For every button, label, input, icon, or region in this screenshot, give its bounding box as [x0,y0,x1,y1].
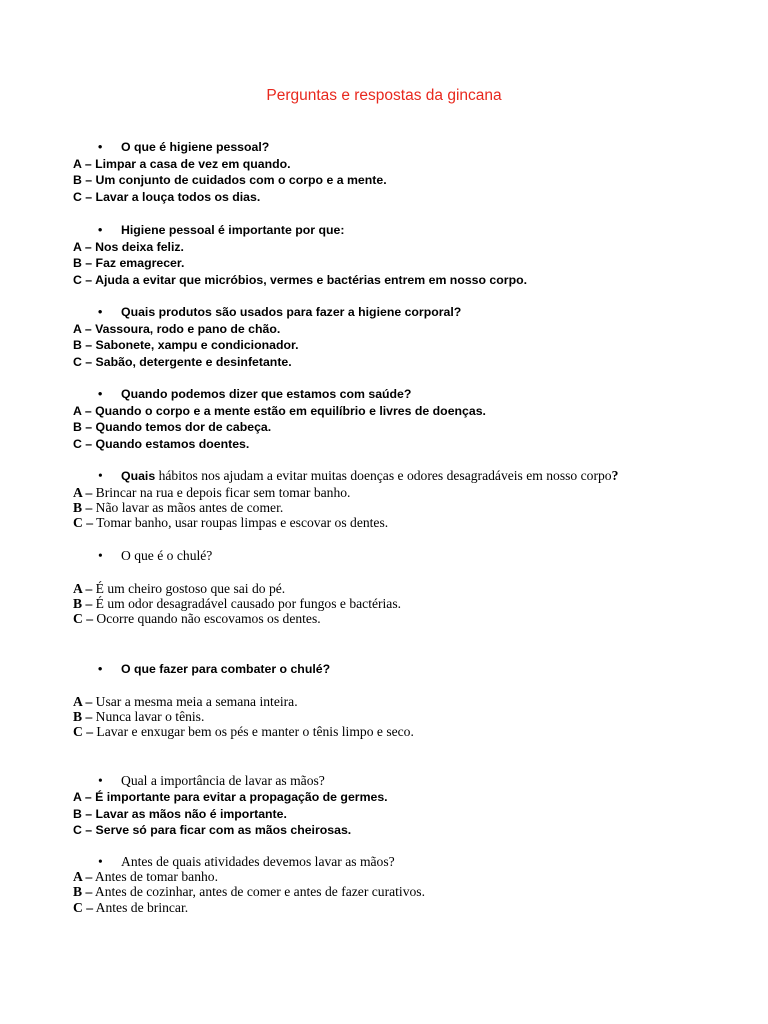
answer-b [73,884,713,899]
answer-letter: A – [73,694,93,709]
question-text: Quais produtos são usados para fazer a higiene corporal? [121,305,462,319]
bullet-icon: • [98,548,103,563]
question-text: Higiene pessoal é importante por que: [121,223,345,237]
question-3 [73,304,713,321]
bullet-icon: • [98,854,103,869]
answer-letter: B – [73,884,93,900]
bullet-icon: • [98,387,103,401]
question-text: O que fazer para combater o chulé? [121,662,331,676]
question-9 [73,854,713,869]
answer-b [73,709,713,724]
answer-c: C – Lavar a louça todos os dias. [73,189,261,204]
answer-letter: C – [73,611,94,627]
answer-text: Antes de cozinhar, antes de comer e antes de fazer curativos. [92,884,425,900]
answer-c [73,515,713,530]
answer-a: A – Quando o corpo e a mente estão em equilíbrio e livres de doenças. [73,403,486,418]
question-block-1 [73,139,713,205]
answer-text: Ocorre quando não escovamos os dentes. [93,611,321,627]
question-end: ? [611,468,619,483]
question-block-8 [73,773,713,788]
answer-letter: A – [73,869,93,885]
question-block-7 [73,661,713,678]
question-text: Qual a importância de lavar as mãos? [121,773,325,788]
answer-letter: C – [73,899,94,915]
answer-text: Tomar banho, usar roupas limpas e escovar os dentes. [93,514,389,530]
question-6 [73,548,713,563]
answer-b: B – Quando temos dor de cabeça. [73,420,272,434]
answer-letter: A – [73,484,93,500]
answer-text: É um odor desagradável causado por fungos e bactérias. [92,596,402,612]
question-block-5 [73,468,713,530]
question-text: O que é o chulé? [121,548,213,563]
question-text: Quando podemos dizer que estamos com saúde? [121,387,412,401]
answer-b: B – Lavar as mãos não é importante. [73,806,287,821]
answer-text: Lavar e enxugar bem os pés e manter o tênis limpo e seco. [93,724,414,740]
answer-a [73,694,713,709]
answer-c [73,611,713,626]
bullet-icon: • [98,468,103,483]
answer-c: C – Serve só para ficar com as mãos cheirosas. [73,823,352,837]
answer-c: C – Quando estamos doentes. [73,436,250,451]
answer-a: A – Nos deixa feliz. [73,239,184,254]
question-block-4 [73,386,713,452]
answer-c: C – Ajuda a evitar que micróbios, vermes e bactérias entrem em nosso corpo. [73,272,528,287]
answer-a: A – Vassoura, rodo e pano de chão. [73,321,281,336]
answer-b: B – Um conjunto de cuidados com o corpo e a mente. [73,173,387,187]
answer-b [73,500,713,515]
answer-text: Nunca lavar o tênis. [92,709,205,725]
question-lead: Quais [121,469,156,483]
question-text: Antes de quais atividades devemos lavar as mãos? [121,854,395,869]
answer-letter: B – [73,596,93,612]
answer-c [73,724,713,739]
question-8 [73,773,713,788]
answer-letter: B – [73,709,93,725]
bullet-icon: • [98,773,103,788]
question-text: O que é higiene pessoal? [121,140,270,154]
question-1 [73,139,713,156]
question-7 [73,661,713,678]
answer-a: A – Limpar a casa de vez em quando. [73,156,291,171]
answer-b: B – Faz emagrecer. [73,256,185,270]
question-block-2 [73,222,713,288]
answers-block-6 [73,581,713,627]
answer-letter: B – [73,499,93,515]
question-block-3 [73,304,713,370]
answer-a [73,581,713,596]
page-title: Perguntas e respostas da gincana [266,87,502,104]
bullet-icon: • [98,305,103,319]
answer-a [73,485,713,500]
question-5 [73,468,713,485]
answer-text: Usar a mesma meia a semana inteira. [92,694,298,709]
answer-letter: C – [73,724,94,740]
answer-text: Brincar na rua e depois ficar sem tomar banho. [92,484,351,500]
question-2 [73,222,713,239]
bullet-icon: • [98,140,103,154]
question-4 [73,386,713,403]
answer-a: A – É importante para evitar a propagação de germes. [73,790,388,804]
answer-b: B – Sabonete, xampu e condicionador. [73,338,299,352]
question-block-6 [73,548,713,563]
answer-text: Antes de brincar. [93,899,189,915]
answers-block-7 [73,694,713,740]
answer-c: C – Sabão, detergente e desinfetante. [73,354,292,369]
answer-c [73,900,713,915]
answer-text: É um cheiro gostoso que sai do pé. [92,581,286,596]
question-rest: hábitos nos ajudam a evitar muitas doenças e odores desagradáveis em nosso corpo [155,468,612,483]
bullet-icon: • [98,662,103,676]
answer-letter: A – [73,581,93,596]
answers-block-8 [73,789,713,839]
answer-text: Não lavar as mãos antes de comer. [92,499,284,515]
answer-b [73,596,713,611]
bullet-icon: • [98,223,103,237]
answer-text: Antes de tomar banho. [92,869,218,885]
question-block-9 [73,854,713,915]
answer-letter: C – [73,514,94,530]
answer-a [73,869,713,884]
